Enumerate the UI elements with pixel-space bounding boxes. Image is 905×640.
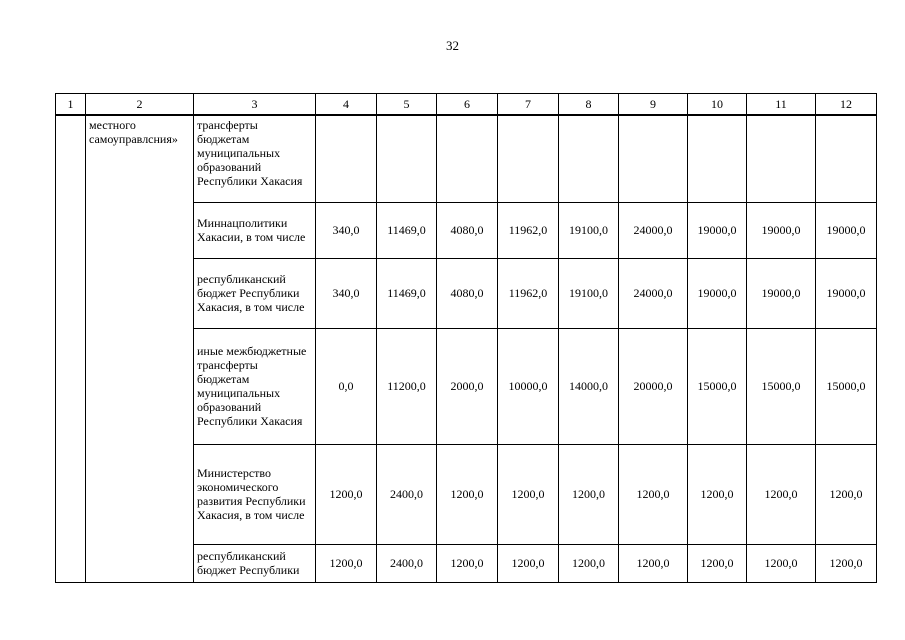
table-cell: 1200,0	[437, 544, 498, 582]
table-cell: 340,0	[316, 258, 377, 328]
table-cell: 340,0	[316, 202, 377, 258]
column-header: 1	[56, 94, 86, 116]
table-cell: 19100,0	[559, 258, 619, 328]
table-cell: 24000,0	[619, 202, 688, 258]
table-cell: 1200,0	[816, 544, 877, 582]
table-cell	[619, 115, 688, 202]
table-cell: 10000,0	[498, 328, 559, 444]
table-cell: 20000,0	[619, 328, 688, 444]
table-cell: 1200,0	[559, 444, 619, 544]
table-cell: 11962,0	[498, 202, 559, 258]
table-cell: 19000,0	[688, 258, 747, 328]
column-header: 4	[316, 94, 377, 116]
table-cell: 19000,0	[816, 258, 877, 328]
table-cell: 1200,0	[619, 444, 688, 544]
row-label: республиканский бюджет Республики Хакасия, в том числе	[194, 258, 316, 328]
table-cell	[437, 115, 498, 202]
table-row	[56, 115, 877, 202]
table-cell: 2400,0	[377, 544, 437, 582]
column-header: 10	[688, 94, 747, 116]
table-cell: 1200,0	[619, 544, 688, 582]
table-cell: 1200,0	[747, 444, 816, 544]
row-label: трансферты бюджетам муниципальных образований Республики Хакасия	[194, 115, 316, 202]
table-cell: 15000,0	[816, 328, 877, 444]
table-cell: 24000,0	[619, 258, 688, 328]
table-cell: 1200,0	[688, 544, 747, 582]
row-number-cell	[56, 115, 86, 582]
row-label: республиканский бюджет Республики	[194, 544, 316, 582]
column-header: 6	[437, 94, 498, 116]
table-cell: 11962,0	[498, 258, 559, 328]
table-cell	[498, 115, 559, 202]
column-header: 3	[194, 94, 316, 116]
column-header: 7	[498, 94, 559, 116]
table-cell: 1200,0	[437, 444, 498, 544]
column-header: 5	[377, 94, 437, 116]
table-cell: 1200,0	[316, 544, 377, 582]
budget-table	[55, 93, 877, 583]
column-header: 2	[86, 94, 194, 116]
row-label: иные межбюджетные трансферты бюджетам муниципальных образований Республики Хакасия	[194, 328, 316, 444]
table-cell	[316, 115, 377, 202]
table-cell: 1200,0	[498, 544, 559, 582]
table-header-row	[56, 94, 877, 116]
table-cell	[559, 115, 619, 202]
table-cell: 11469,0	[377, 202, 437, 258]
column-header: 12	[816, 94, 877, 116]
table-cell: 1200,0	[688, 444, 747, 544]
table-cell: 2000,0	[437, 328, 498, 444]
table-cell: 19000,0	[747, 258, 816, 328]
table-cell: 4080,0	[437, 258, 498, 328]
table-cell: 15000,0	[688, 328, 747, 444]
table-cell: 19000,0	[688, 202, 747, 258]
table-cell: 19000,0	[747, 202, 816, 258]
table-cell: 1200,0	[816, 444, 877, 544]
table-cell: 11469,0	[377, 258, 437, 328]
row-label: Миннацполитики Хакасии, в том числе	[194, 202, 316, 258]
page-number: 32	[446, 38, 459, 53]
table-cell	[816, 115, 877, 202]
column-header: 8	[559, 94, 619, 116]
row-label: Министерство экономического развития Республики Хакасия, в том числе	[194, 444, 316, 544]
table-cell: 19000,0	[816, 202, 877, 258]
table-cell: 15000,0	[747, 328, 816, 444]
table-cell: 14000,0	[559, 328, 619, 444]
table-cell	[688, 115, 747, 202]
row-group-label: местного самоуправлсния»	[86, 115, 194, 582]
table-cell: 1200,0	[316, 444, 377, 544]
column-header: 9	[619, 94, 688, 116]
table-cell: 1200,0	[498, 444, 559, 544]
column-header: 11	[747, 94, 816, 116]
table-cell: 1200,0	[747, 544, 816, 582]
table-cell: 19100,0	[559, 202, 619, 258]
table-cell	[747, 115, 816, 202]
table-cell: 2400,0	[377, 444, 437, 544]
table-cell: 0,0	[316, 328, 377, 444]
table-cell	[377, 115, 437, 202]
table-cell: 11200,0	[377, 328, 437, 444]
table-cell: 1200,0	[559, 544, 619, 582]
table-cell: 4080,0	[437, 202, 498, 258]
